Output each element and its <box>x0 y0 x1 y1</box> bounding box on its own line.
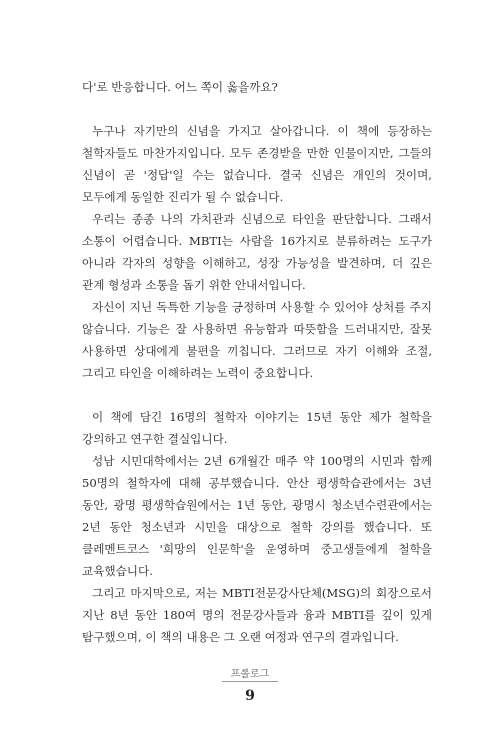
paragraph-functions: 자신이 지닌 독특한 기능을 긍정하며 사용할 수 있어야 상처를 주지 않습니다. 기능은 잘 사용하면 유능함과 따뜻함을 드러내지만, 잘못 사용하면 상대에게 불편을 끼칩니다. 그러므로 자기 이해와 조절, 그리고 타인을 이해하려는 노력이 중요합니다. <box>82 300 432 380</box>
section-label: 프롤로그 <box>230 669 270 680</box>
paragraph-msg-research: 그리고 마지막으로, 저는 MBTI전문강사단체(MSG)의 회장으로서 지난 8년 동안 180여 명의 전문강사들과 융과 MBTI를 깊이 있게 탐구했으며, 이 책의 내용은 그 오랜 여정과 연구의 결과입니다. <box>82 586 432 644</box>
paragraph-book-origin: 이 책에 담긴 16명의 철학자 이야기는 15년 동안 제가 철학을 강의하고 연구한 결실입니다. <box>82 410 432 446</box>
page-number: 9 <box>245 688 255 704</box>
paragraph-mbti-purpose: 우리는 종종 나의 가치관과 신념으로 타인을 판단합니다. 그래서 소통이 어렵습니다. MBTI는 사람을 16가지로 분류하려는 도구가 아니라 각자의 성향을 이해하고, 성장 가능성을 발견하며, 더 깊은 관계 형성과 소통을 돕기 위한 안내서입니다. <box>82 212 432 292</box>
paragraph-continuation: 다'로 반응합니다. 어느 쪽이 옳을까요? <box>82 80 278 94</box>
paragraph-beliefs: 누구나 자기만의 신념을 가지고 살아갑니다. 이 책에 등장하는 철학자들도 마찬가지입니다. 모두 존경받을 만한 인물이지만, 그들의 신념이 곧 '정답'일 수는 없습니다. 결국 신념은 개인의 것이며, 모두에게 동일한 진리가 될 수 없습니다. <box>82 124 432 204</box>
paragraph-teaching-history: 성남 시민대학에서는 2년 6개월간 매주 약 100명의 시민과 함께 50명의 철학자에 대해 공부했습니다. 안산 평생학습관에서는 3년 동안, 광명 평생학습원에서는 1년 동안, 광명시 청소년수련관에서는 2년 동안 청소년과 시민을 대상으로 철학 강의를 했습니다. 또 클레멘트코스 '희망의 인문학'을 운영하며 중고생들에게 철학을 교육했습니다. <box>82 454 432 578</box>
footer-divider <box>222 681 278 682</box>
body-text <box>82 76 432 648</box>
